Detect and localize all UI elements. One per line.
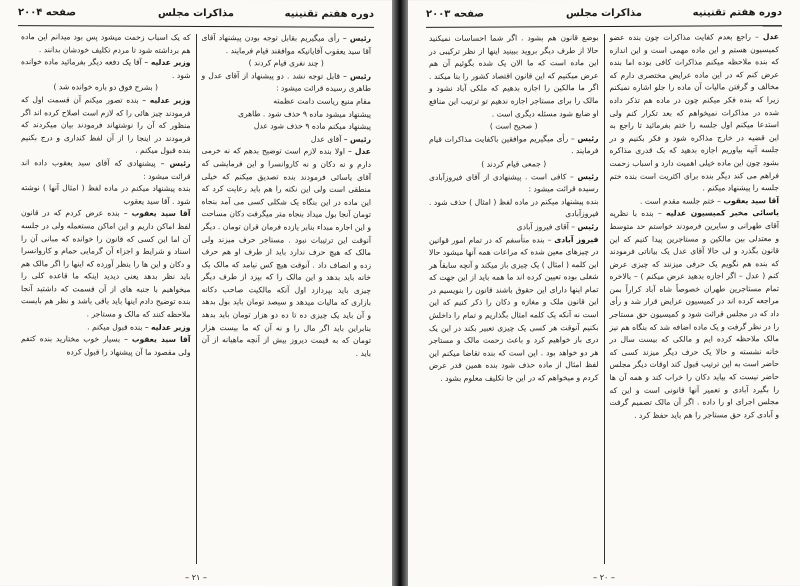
right-page-header — [426, 7, 782, 25]
speech-text: – آقای فیروز آبادی — [516, 222, 576, 232]
speech-text: – اولا بنده لازم است توضیح بدهم که نه خرمی دارم و نه دکان و نه کاروانسرا و این فرمایشی که آقای یاسائی فرمودند بنده تصدیق میکنم که خیلی منطقی است ولی این نکته را هم باید رعایت کرد که این ماده در این بنگاه یک شکلی کسی می آمد بنجاه تومان آنجا بول میداد بنجاه متر میگرفت دکان مساحت و این اجاره مبداء بنابر یازده فرمان قران تومان . دیگر آنوقت این ترتیبات نبود . مستاجر حرف میزند ولی مالک که هیچ حرف ندارد باید از طرف او هم حرف زده و انصاف داد . آنوقت هیچ کس نیامد که مالک یک خانه باید بدهد و این مالک را که بپزد از طرف دیگر چیزی باید بپردازد اول آنکه مالکیت صاحب دکانه بازاری که مالیات میدهد و سیصد تومان باید بول بدهد و آن باید یک چیزی ده تا ده دو هزار تومان باید بدهد بنابراین باید اگر مال را و نه آن که ما بیست هزار تومان که به قیمت دیروز بیش از آنچه ماهیانه از آن باید . — [201, 146, 371, 358]
left-header-rule — [18, 25, 374, 28]
left-columns — [16, 31, 376, 567]
speech-text: – رأی میگیریم موافقین باکفایت مذاکرات قیام فرمایند . — [429, 133, 599, 156]
speaker-name: رئیس — [349, 33, 371, 43]
speech-text: که یک اسباب زحمت میشود پس بود میدانم این ماده هم برداشته شود تا مردم تکلیف خودشان بدانند . — [21, 32, 191, 55]
speaker-name: رئیس — [349, 134, 371, 144]
book-gutter — [392, 0, 408, 586]
speech-paragraph — [21, 321, 191, 334]
speech-text: – بنده عرض کردم که در قانون لفظ اماکن داریم و این اماکن مستعمله ولی در جلسه آن اما این کسی که قانون را خوانده که مبانی آن را اسناد و شرایط و اجزاء آن گرمایی حمام و کاروانسرا و دکان و این ها را بنظر آورده که اینها را اگر مالک هم باید نظر بدهد یعنی دیدید اینکه ما قاعده کلی را میخواهیم با جنبه های از آن قسمت که داشتید آنجا بنده توضیح دادم اینها باید باقی باشد و نظر هم بایست ملاحظه کنند که مالک و مستاجر . — [21, 208, 191, 320]
right-page — [408, 0, 800, 587]
speech-text: بنده پیشنهاد میکنم در ماده لفظ ( امثال آنها ) نوشته شود . آقا سید یعقوب — [21, 183, 191, 206]
speaker-name: یاسائی مخبر کمیسیون عدلیه — [666, 208, 779, 218]
speech-paragraph — [202, 133, 372, 146]
speaker-name: رئیس — [349, 71, 371, 81]
right-columns — [424, 31, 784, 567]
speech-text: بنده پیشنهاد میکنم در ماده لفظ ( امثال ) حذف شود . فیروزآبادی — [429, 196, 599, 219]
speech-paragraph — [610, 195, 780, 208]
speech-text: – کافی است . پیشنهادی از آقای فیروزآبادی رسیده قرائت میشود : — [429, 171, 599, 194]
speech-text: بوضع قانون هم بشود . اگر شما احساسات نمیکنید حالا از طرف دیگر بروید ببینید اینها از نظر ترکیبی در این ماده است که ما الان یک شده بگوئیم آن هم عرض میکنیم که این قانون اقتصاد کشور را بنا میکند . اگر ما مالکین را اجازه بدهیم که ملکی آباد نشود و مالک را برای مستاجر اجازه ندهیم تو ترتیب این منافع او ضایع شود مسئله دیگری است . — [429, 33, 599, 119]
speech-text: – آقا یک دفعه دیگر بفرمائید ماده خوانده شود . — [21, 57, 191, 80]
speech-paragraph — [610, 207, 780, 422]
speaker-name: عدل — [762, 32, 779, 42]
speech-paragraph — [21, 31, 191, 57]
speech-paragraph — [202, 32, 372, 58]
speech-paragraph — [429, 196, 599, 222]
speech-text: – آقای عدل — [310, 134, 348, 144]
right-header-page-number: صفحه ۲۰۰۳ — [426, 8, 485, 20]
left-header-title: مذاکرات مجلس — [157, 7, 234, 20]
speech-paragraph — [202, 145, 372, 360]
left-page-left-column — [16, 31, 196, 566]
right-header-session: دوره هفتم تقنینیه — [692, 7, 782, 19]
speech-paragraph — [202, 70, 372, 96]
speaker-name: وزیر عدلیه — [149, 95, 191, 105]
speech-paragraph — [21, 56, 191, 82]
speech-paragraph — [202, 95, 372, 108]
speech-text: – پیشنهادی که آقای سید یعقوب داده اند قرائت میشود : — [21, 158, 191, 181]
speaker-name: آقا سید یعقوب — [131, 208, 191, 219]
speech-paragraph — [429, 133, 599, 159]
left-header-page-number: صفحه ۲۰۰۴ — [18, 7, 77, 19]
speaker-name: آقا سید یعقوب — [131, 334, 191, 345]
speech-paragraph — [429, 234, 599, 386]
speech-text: – راجع بعدم کفایت مذاکرات چون بنده عضو کمیسیون هستم و این ماده مهمی است و این اندازه که بنده ملاحظه میکنم مذاکرات کافی بوده اما بنده عرض کنم که در این ماده عرایض مختصری دارم که مخالف و گرفتن مالیات آن ماده را جلو اشاره نمیکنم زیرا که بنده فکر میکنم چون در ماده هم تذکر داده شده در مذاکرات نمیخواهم که بعد تکرار کنم ولی استدعا میکنم اول جلسه را ختم بفرمائید تا راجع به این قضیه در خارج مذاکره شود و فکر بکنیم و در جلسه آتیه بیاوریم اجازه بدهید که بک قدری مذاکره بشود چون این ماده خیلی اهمیت دارد و اسباب زحمت فراهم می کند دیگر بنده برای اکثریت است بنده ختم جلسه را پیشنهاد میکنم . — [609, 32, 779, 193]
right-header-title: مذاکرات مجلس — [565, 7, 642, 20]
stage-direction: ( بشرح فوق دو باره خوانده شد ) — [53, 82, 159, 93]
speech-text: – بنده تصور میکنم آن قسمت اول که فرمودند چیز هائی را که لازم است اصلاح کرده اند اگر منظور که آن را نوشتهاند فرمودند بیان میکردند که فرمودند در اینجا را از آن لفظ کنداری و درج بکنیم بنده قبول میکنم . — [21, 95, 191, 156]
speech-text: – ختم جلسه مقدم است . — [640, 196, 721, 206]
speech-paragraph — [429, 171, 599, 197]
speech-text: – بنده قبول میکنم . — [87, 322, 149, 332]
speaker-name: رئیس — [169, 158, 191, 168]
speech-paragraph — [21, 207, 191, 321]
speech-text: مقام منیع ریاست دامت عظمته — [273, 96, 371, 106]
speaker-name: فیروز آبادی — [554, 234, 599, 244]
speaker-name: رئیس — [577, 221, 599, 232]
right-header-rule — [426, 25, 782, 28]
speech-text: پیشنهاد میکنم ماده ۹ حذف شود عدل — [253, 121, 371, 132]
speech-paragraph — [429, 32, 599, 121]
speech-text: – بنده متأسفم که در تمام امور قوانین در چیزهای معین شده که مراعات همه آنها میشود حالا این کلمه ( امثال ) یک چیزی باز میکند و آنچه سابقاً هر شغلی بوده تعیین کرده اند ما همه باید از این جهت که تمام اینها دارای این حقوق باشند قانون را بنویسیم در این قانون ملک و مغازه و دکان را ذکر کنیم که این است نه آنکه یک کلمه امثال بگذاریم و تمام را داخلش بکنیم آنوقت هر کسی یک چیزی تعبیر بکند در این یک دری باز خواهیم کرد و باعث زحمت مالک و مستاجر هر دو خواهد بود . این است که بنده تقاضا میکنم این لفظ امثال از ماده حذف شود بنده همین قدر عرض کردم و میخواهم که در این جا تکلیف معلوم بشود . — [429, 234, 599, 383]
left-page-header — [18, 7, 374, 25]
speech-paragraph — [202, 120, 372, 133]
speech-paragraph — [21, 157, 191, 183]
left-header-session: دوره هفتم تقنینیه — [284, 8, 374, 20]
speaker-name: وزیر عدلیه — [150, 57, 191, 68]
speaker-name: وزیر عدلیه — [151, 322, 191, 332]
left-page — [0, 0, 392, 587]
stage-direction: ( صحیح است ) — [489, 121, 538, 131]
speech-paragraph — [21, 94, 191, 158]
speech-paragraph — [202, 108, 372, 121]
speech-text: پیشنهاد میشود ماده ۹ حذف شود . طاهری — [238, 108, 371, 119]
right-page-right-column — [605, 31, 785, 566]
speech-paragraph — [21, 333, 191, 359]
speech-text: – بسیار خوب مختارید بنده کتفم ولی مقصود ما آن پیشنهاد را قبول کرده — [21, 334, 191, 357]
stage-direction: ( جمعی قیام کردند ) — [481, 159, 547, 169]
speech-paragraph — [610, 31, 780, 196]
speaker-name: آقا سید یعقوب — [723, 195, 779, 206]
speech-text: – بنده با نظریه آقای طهرانی و سایرین فرمودند خواستم حد متوسط و معتدلی بین مالکین و مستاجرین پیدا کنیم که این قانون بگذرد و لی حالا آقای عدل یک بیاناتی فرمودند که بنده هم نگویم یک حرفی میزنند که چیزی عرض کنم ( عدل – اگر اجازه بدهید عرض میکنم ) – بالاخره تمام مستاجرین طهران خصوصاً شاه آباد کراراً بمن مراجعه کرده اند در کمیسیون عرایض قرار شد و رأی داد که در مجلس قرائت شود و کمیسیون حق مستاجر را در نظر گرفت و یک ماده اضافه شد که بنگاه هم نیز مالک ملاحظه کرده ایم و مالکی که بیست سال در خانه نشسته و حالا یک حرف دیگر میزند کسی که حاضر است به این ترتیب قبول کند اوقات دیگر مجلس حاضر نیست که بیاید دکان را خراب کند و همه آن ها را بگیرد آبادی و تعمیر آنها قانونی است و این که مجلس اجرای او را داده . اگر آن مالک تصمیم گرفت و آبادی کرد حق مستاجر را هم باید حفظ کرد . — [609, 209, 779, 420]
left-page-right-column — [197, 32, 377, 567]
right-page-left-column — [424, 32, 604, 567]
speaker-name: رئیس — [577, 133, 599, 143]
speech-text: – رأی میگیریم بقابل توجه بودن پیشنهاد آقای آقا سید یعقوب آقایانیکه موافقند قیام فرمایند . — [201, 33, 371, 56]
right-page-folio: – ۲۰ – — [593, 572, 615, 583]
speaker-name: عدل — [354, 147, 371, 157]
stage-direction: ( چند نفری قیام کردند ) — [248, 58, 324, 68]
speaker-name: رئیس — [577, 171, 599, 181]
speech-text: – قابل توجه نشد . دو پیشنهاد از آقای عدل و طاهری رسیده قرائت میشود : — [201, 70, 371, 94]
speech-paragraph — [429, 221, 599, 234]
speech-paragraph — [21, 182, 191, 208]
left-page-folio: – ۲۱ – — [185, 572, 207, 583]
